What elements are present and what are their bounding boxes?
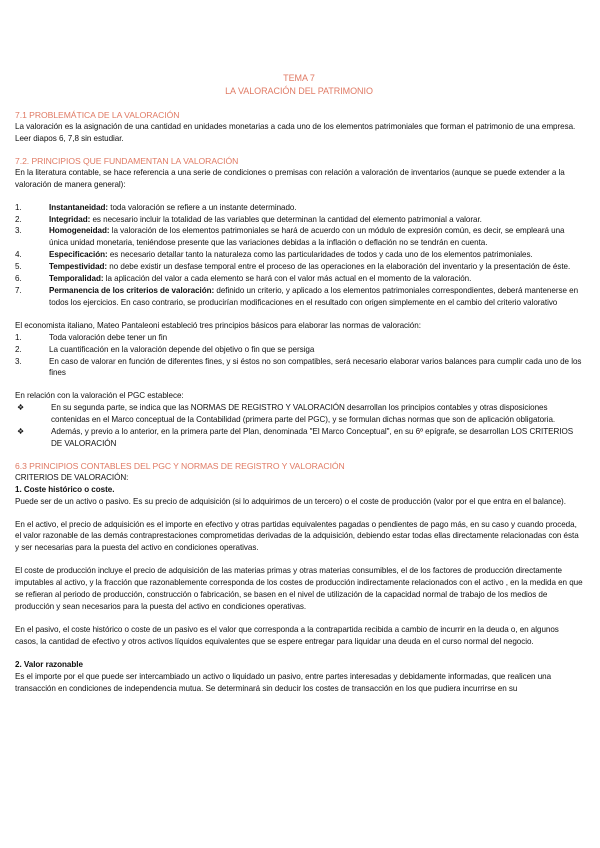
bullet-icon: ❖ xyxy=(17,403,25,413)
principle-term: Especificación: xyxy=(49,250,108,260)
paragraph-valor-razonable: Es el importe por el que puede ser intercambiado un activo o liquidado un pasivo, entre partes interesadas y debidamente informadas, que realicen una transacción en condiciones de independencia mutua. Se determinará sin deducir los costes de transacción en los que pudiera incurrirse en su xyxy=(15,671,552,693)
paragraph-valoracion: La valoración es la asignación de una cantidad en unidades monetarias a cada uno de los elementos patrimoniales que forman el patrimonio de una empresa. Leer diapos 6, 7,8 sin estudiar. xyxy=(15,122,576,143)
principle-term: Instantaneidad: xyxy=(49,202,109,212)
subheading-valor-razonable: 2. Valor razonable xyxy=(15,659,83,669)
list-item: 2. Integridad: es necesario incluir la totalidad de las variables que determinan la cantidad del elemento patrimonial a valorar. xyxy=(15,214,482,224)
criterios-label: CRITERIOS DE VALORACIÓN: xyxy=(15,472,129,482)
subheading-coste-historico: 1. Coste histórico o coste. xyxy=(15,484,115,494)
title-line-1: TEMA 7 xyxy=(283,73,315,83)
heading-7-1: 7.1 PROBLEMÁTICA DE LA VALORACIÓN xyxy=(15,110,180,120)
list-item: 1. Instantaneidad: toda valoración se refiere a un instante determinado. xyxy=(15,202,297,212)
principle-term: Homogeneidad: xyxy=(49,226,110,236)
bullet-icon: ❖ xyxy=(17,427,25,437)
principles-list xyxy=(15,202,583,309)
list-item: 7. Permanencia de los criterios de valoración: definido un criterio, y aplicado a los elementos patrimoniales correspondientes, deberá mantenerse en todos los ejercicios. En caso contrario, se producirían modificaciones en el resultado con origen simplemente en el cambio del criterio valorativo xyxy=(15,285,579,307)
paragraph-coste-1: Puede ser de un activo o pasivo. Es su precio de adquisición (si lo adquirimos de un tercero) o el coste de producción (valor por el que entra en el balance). xyxy=(15,496,566,506)
principle-term: Temporalidad: xyxy=(49,274,104,284)
list-item: ❖ En su segunda parte, se indica que las NORMAS DE REGISTRO Y VALORACIÓN desarrollan los principios contables y otras disposiciones contenidas en el Marco conceptual de la Contabilidad (primera parte del PGC), y se formulan dichas normas que son de aplicación obligatoria. xyxy=(17,403,556,425)
list-item: ❖ Además, y previo a lo anterior, en la primera parte del Plan, denominada "El Marco Conceptual", en su 6º epígrafe, se desarrollan LOS CRITERIOS DE VALORACIÓN xyxy=(17,427,574,448)
heading-7-2: 7.2. PRINCIPIOS QUE FUNDAMENTAN LA VALORACIÓN xyxy=(15,155,239,166)
paragraph-coste-4: En el pasivo, el coste histórico o coste de un pasivo es el valor que corresponda a la contrapartida recibida a cambio de incurrir en la deuda o, en algunos casos, la cantidad de efectivo y otros activos líquidos equivalentes que se espere entregar para liquidar una deuda en el curso normal del negocio. xyxy=(15,624,559,646)
paragraph-coste-3: El coste de producción incluye el precio de adquisición de las materias primas y otras materias consumibles, el de los factores de producción directamente imputables al activo, y la fracción que razonablemente corresponda de los costes de producción indirectamente relacionados con el activo , en la medida en que se refieran al periodo de producción, construcción o fabricación, se basen en el nivel de utilización de la capacidad normal de trabajo de los medios de producción y sean necesarios para la puesta del activo en condiciones operativas. xyxy=(15,566,583,611)
principle-term: Tempestividad: xyxy=(49,262,108,272)
paragraph-pgc: En relación con la valoración el PGC establece: xyxy=(15,391,184,401)
principle-term: Integridad: xyxy=(49,214,91,224)
pantaleoni-list xyxy=(15,332,583,380)
list-item: 2. La cuantificación en la valoración depende del objetivo o fin que se persiga xyxy=(15,344,315,354)
paragraph-principios-intro: En la literatura contable, se hace referencia a una serie de condiciones o premisas con relación a valoración de inventarios (aunque se puede extender a la valoración de manera general): xyxy=(15,167,565,189)
pgc-list xyxy=(15,402,583,450)
title-line-2: LA VALORACIÓN DEL PATRIMONIO xyxy=(225,85,373,96)
list-item: 1. Toda valoración debe tener un fin xyxy=(15,332,168,342)
document-page xyxy=(15,72,583,694)
list-item: 5. Tempestividad: no debe existir un desfase temporal entre el proceso de las operaciones en la elaboración del inventario y la presentación de éste. xyxy=(15,262,571,272)
paragraph-pantaleoni: El economista italiano, Mateo Pantaleoni estableció tres principios básicos para elaborar las normas de valoración: xyxy=(15,320,421,330)
heading-6-3: 6.3 PRINCIPIOS CONTABLES DEL PGC Y NORMAS DE REGISTRO Y VALORACIÓN xyxy=(15,460,345,471)
list-item: 3. Homogeneidad: la valoración de los elementos patrimoniales se hará de acuerdo con un módulo de expresión común, es decir, se empleará una única unidad monetaria, teniéndose presente que las variaciones debidas a la inflación o deflación no se tendrán en cuenta. xyxy=(15,226,565,248)
principle-term: Permanencia de los criterios de valoración: xyxy=(49,285,215,295)
list-item: 3. En caso de valorar en función de diferentes fines, y si éstos no son compatibles, será necesario elaborar varios balances para cumplir cada uno de los fines xyxy=(15,356,582,378)
list-item: 4. Especificación: es necesario detallar tanto la naturaleza como las particularidades de todos y cada uno de los elementos patrimoniales. xyxy=(15,250,533,260)
paragraph-coste-2: En el activo, el precio de adquisición es el importe en efectivo y otras partidas equivalentes pagadas o pendientes de pago más, en su caso y cuando proceda, el valor razonable de las demás contraprestaciones comprometidas derivadas de la adquisición, debiendo estar todas ellas directamente relacionadas con ésta y ser necesarias para la puesta del activo en condiciones operativas. xyxy=(15,519,579,553)
document-title xyxy=(15,72,583,97)
list-item: 6. Temporalidad: la aplicación del valor a cada elemento se hará con el valor más actual en el momento de la valoración. xyxy=(15,274,472,284)
